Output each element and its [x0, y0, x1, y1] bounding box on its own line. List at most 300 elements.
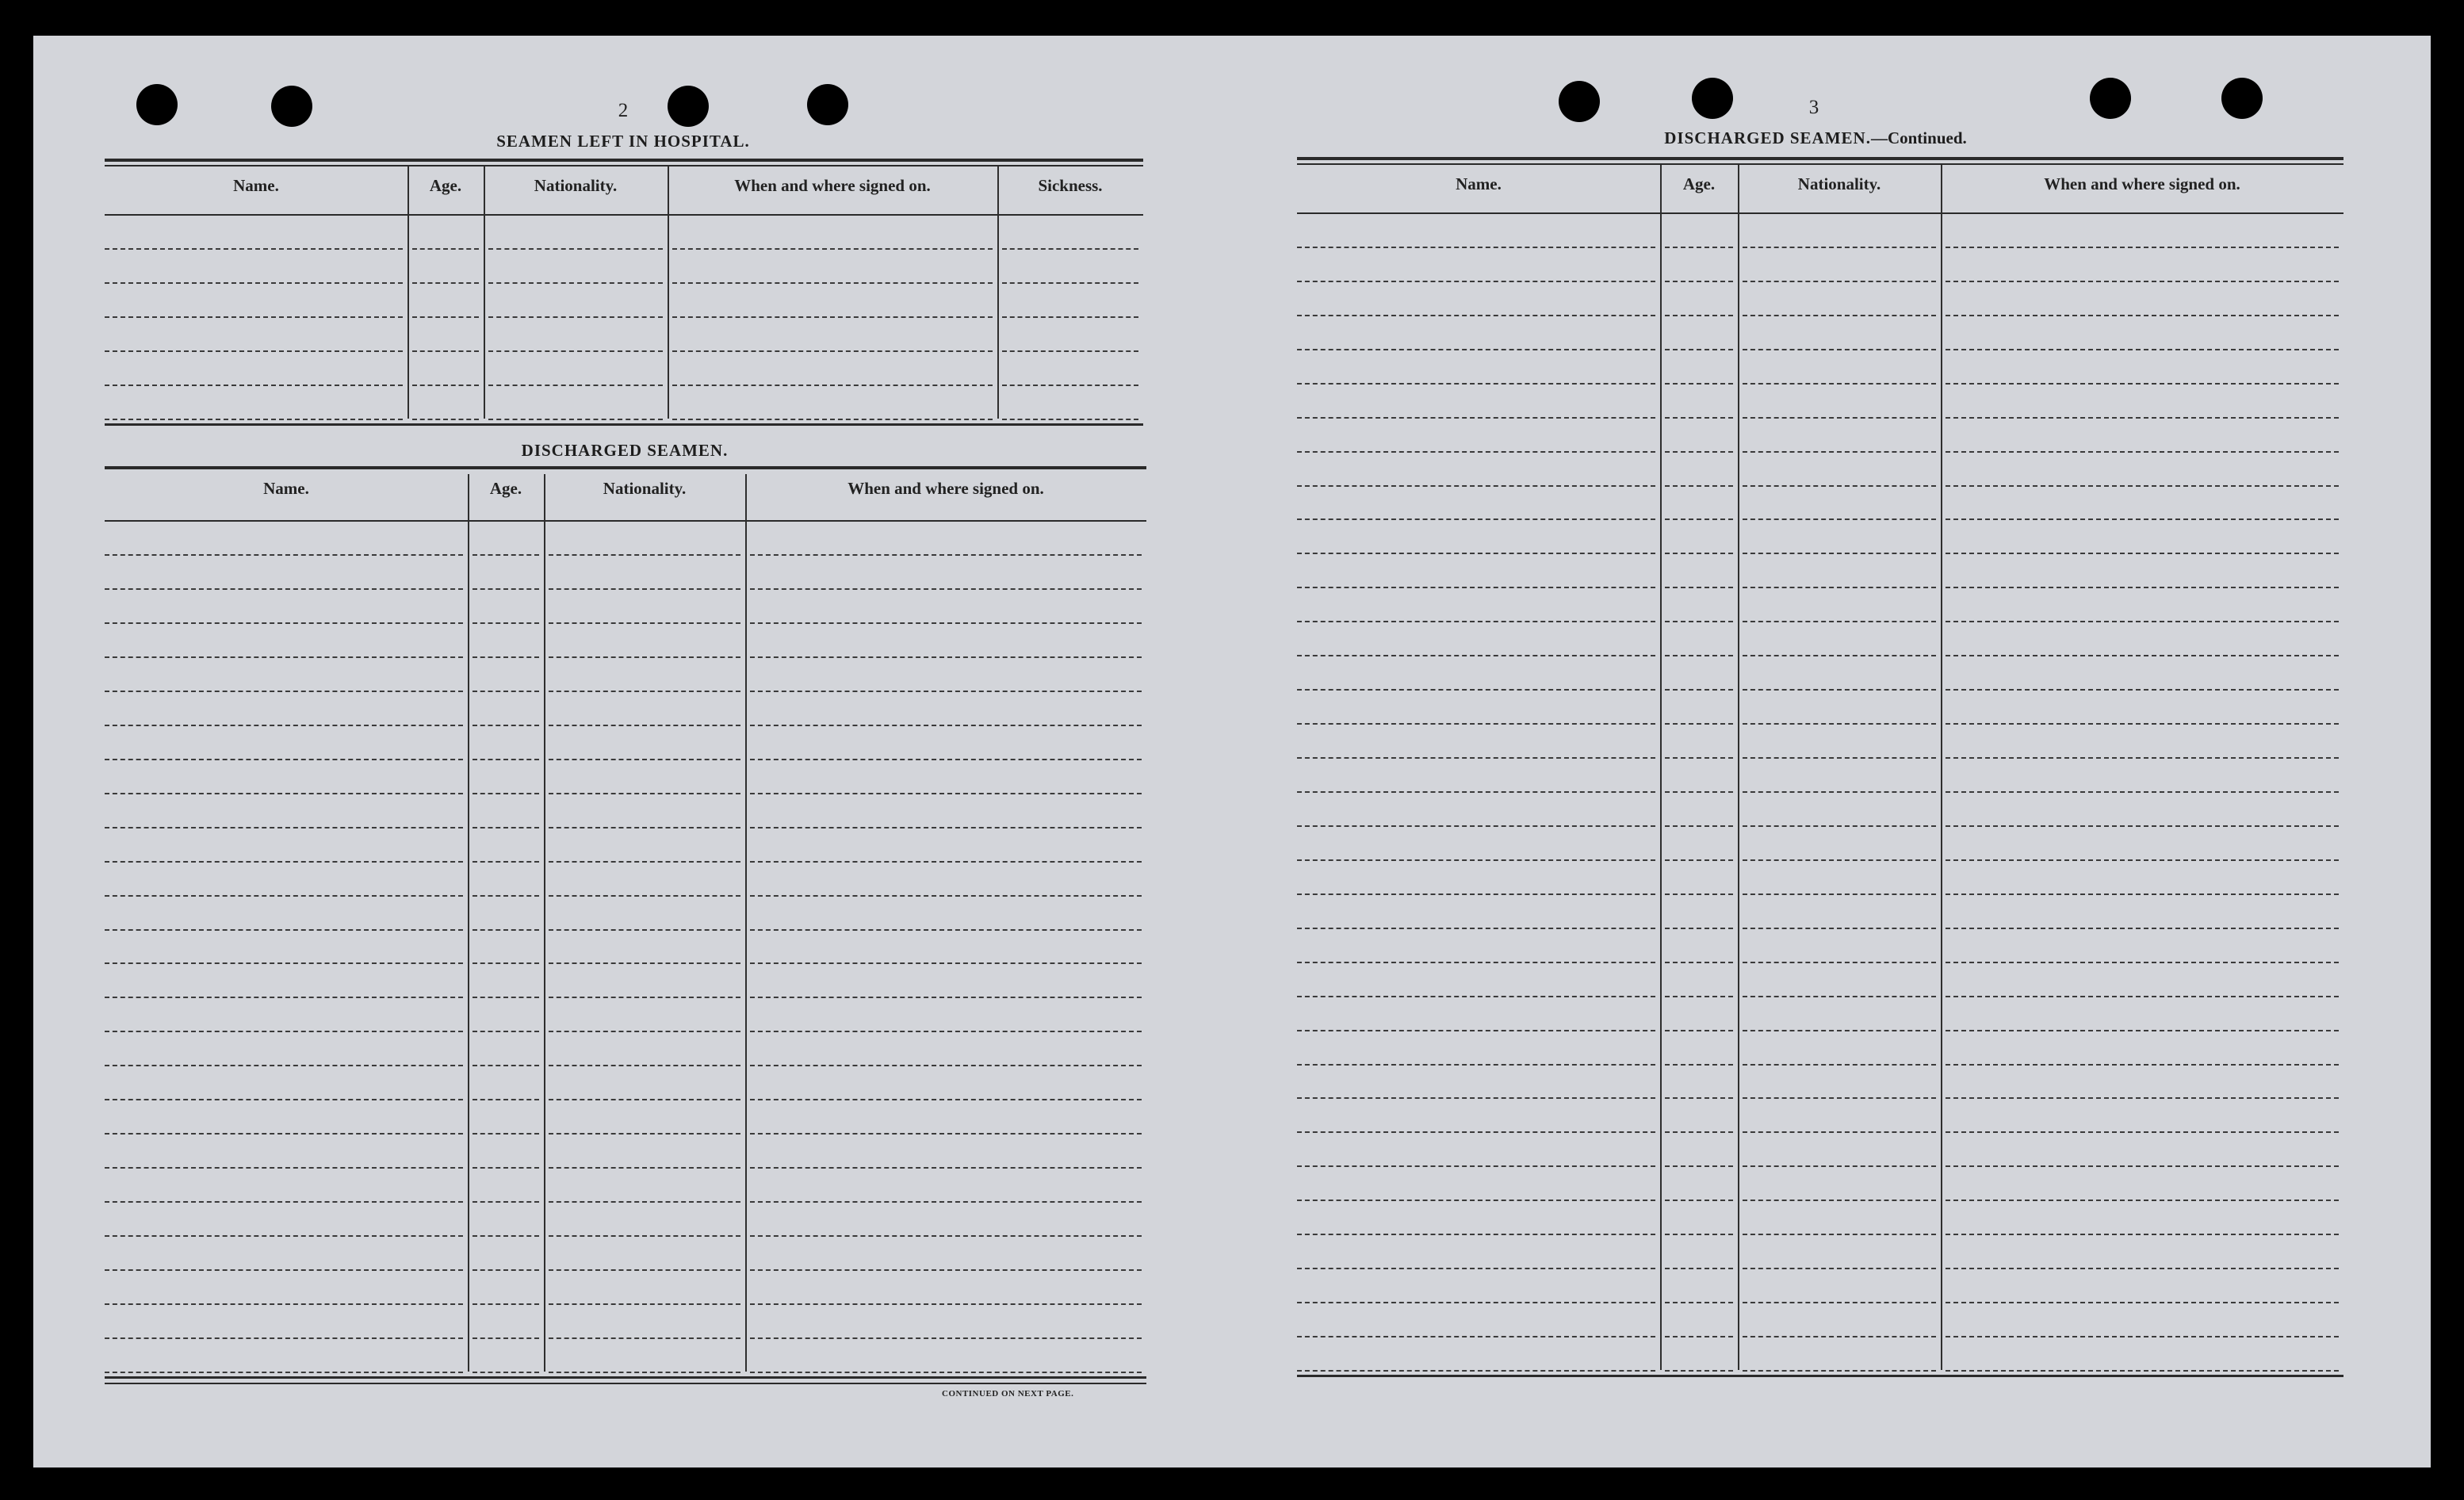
table-row-line: [1946, 1336, 2339, 1337]
column-divider: [997, 166, 999, 419]
table-header-rule: [1297, 212, 2343, 214]
table-row-line: [1743, 451, 1936, 453]
table-top-rule: [105, 159, 1143, 162]
table-row-line: [1665, 417, 1733, 419]
table-row-line: [473, 1337, 539, 1339]
table-row-line: [1002, 316, 1138, 318]
table-row-line: [488, 248, 663, 250]
table-row-line: [1946, 451, 2339, 453]
table-top-rule: [105, 466, 1146, 469]
table-row-line: [1743, 587, 1936, 588]
table-row-line: [549, 1337, 740, 1339]
table-row-line: [1946, 553, 2339, 554]
table-row-line: [750, 656, 1142, 658]
table-row-line: [105, 419, 403, 420]
page-number-right: 3: [1808, 97, 1819, 118]
table-row-line: [1665, 1097, 1733, 1099]
table-row-line: [750, 827, 1142, 828]
table-row-line: [1665, 1370, 1733, 1372]
table-row-line: [473, 997, 539, 998]
table-row-line: [1297, 962, 1655, 963]
continued-suffix: —Continued.: [1870, 128, 1967, 147]
column-header: Name.: [233, 176, 279, 195]
table-row-line: [1946, 757, 2339, 759]
table-row-line: [473, 1031, 539, 1032]
table-row-line: [105, 1303, 463, 1305]
table-row-line: [1743, 281, 1936, 282]
table-row-line: [1743, 996, 1936, 997]
column-header: Name.: [1456, 174, 1502, 193]
table-row-line: [105, 997, 463, 998]
table-top-rule-thin: [105, 165, 1143, 166]
table-top-rule: [1297, 157, 2343, 160]
table-row-line: [1946, 1064, 2339, 1066]
document-sheet: [33, 36, 2431, 1467]
column-header: When and where signed on.: [734, 176, 931, 195]
continued-note: CONTINUED ON NEXT PAGE.: [942, 1389, 1074, 1399]
hospital-section-title: SEAMEN LEFT IN HOSPITAL.: [496, 132, 750, 151]
table-top-rule-thin: [1297, 163, 2343, 165]
table-row-line: [1665, 1336, 1733, 1337]
table-row-line: [1297, 383, 1655, 385]
table-row-line: [473, 1303, 539, 1305]
table-row-line: [1743, 689, 1936, 691]
table-row-line: [1946, 1370, 2339, 1372]
column-header: Age.: [489, 479, 522, 498]
table-row-line: [1665, 1234, 1733, 1235]
discharged-section-title: DISCHARGED SEAMEN.: [521, 441, 729, 460]
table-row-line: [473, 1099, 539, 1100]
table-row-line: [1297, 1064, 1655, 1066]
table-row-line: [1743, 1200, 1936, 1201]
table-row-line: [105, 350, 403, 352]
table-row-line: [105, 793, 463, 794]
table-row-line: [750, 793, 1142, 794]
table-row-line: [1743, 1268, 1936, 1269]
table-row-line: [1002, 385, 1138, 386]
discharged-continued-title-main: DISCHARGED SEAMEN.: [1664, 128, 1871, 147]
table-row-line: [1743, 791, 1936, 793]
table-row-line: [1743, 1030, 1936, 1031]
table-row-line: [1665, 247, 1733, 248]
table-row-line: [473, 588, 539, 590]
table-row-line: [1946, 383, 2339, 385]
table-row-line: [549, 1133, 740, 1135]
table-row-line: [473, 725, 539, 726]
table-row-line: [412, 419, 479, 420]
table-row-line: [750, 1372, 1142, 1373]
table-row-line: [750, 1235, 1142, 1237]
table-row-line: [105, 725, 463, 726]
table-row-line: [1743, 247, 1936, 248]
table-row-line: [1665, 1200, 1733, 1201]
table-row-line: [1946, 485, 2339, 487]
table-row-line: [549, 1167, 740, 1169]
table-row-line: [549, 622, 740, 624]
table-row-line: [1665, 383, 1733, 385]
column-divider: [1941, 165, 1942, 1370]
punch-hole: [271, 86, 312, 127]
table-row-line: [1743, 1097, 1936, 1099]
table-row-line: [750, 554, 1142, 556]
table-row-line: [1946, 417, 2339, 419]
table-row-line: [473, 1133, 539, 1135]
table-row-line: [473, 1167, 539, 1169]
table-row-line: [1743, 553, 1936, 554]
table-row-line: [750, 1269, 1142, 1271]
table-row-line: [1665, 1064, 1733, 1066]
table-row-line: [549, 1235, 740, 1237]
column-header: Age.: [1682, 174, 1716, 193]
page-number-left: 2: [618, 100, 629, 121]
table-row-line: [105, 827, 463, 828]
table-row-line: [1297, 1165, 1655, 1167]
table-row-line: [473, 622, 539, 624]
column-header: Nationality.: [534, 176, 618, 195]
punch-hole: [807, 84, 848, 125]
table-row-line: [1297, 621, 1655, 622]
table-row-line: [1665, 655, 1733, 656]
table-bottom-rule-thin: [105, 1383, 1146, 1384]
table-row-line: [1665, 553, 1733, 554]
column-divider: [668, 166, 669, 419]
table-row-line: [1665, 893, 1733, 895]
column-divider: [407, 166, 409, 419]
table-row-line: [105, 656, 463, 658]
table-row-line: [1743, 417, 1936, 419]
table-row-line: [750, 1031, 1142, 1032]
table-row-line: [1297, 1200, 1655, 1201]
table-row-line: [1743, 621, 1936, 622]
table-row-line: [1297, 655, 1655, 656]
table-row-line: [1002, 282, 1138, 284]
table-row-line: [1297, 485, 1655, 487]
table-row-line: [1665, 518, 1733, 520]
table-row-line: [1297, 417, 1655, 419]
table-row-line: [750, 1065, 1142, 1066]
table-row-line: [1665, 757, 1733, 759]
table-row-line: [1665, 996, 1733, 997]
table-row-line: [750, 861, 1142, 863]
table-row-line: [1743, 757, 1936, 759]
table-row-line: [1665, 587, 1733, 588]
column-header: When and where signed on.: [847, 479, 1044, 498]
table-row-line: [750, 962, 1142, 964]
table-header-rule: [105, 520, 1146, 522]
table-row-line: [1297, 518, 1655, 520]
table-row-line: [1297, 1370, 1655, 1372]
column-header: Name.: [263, 479, 309, 498]
column-header: Nationality.: [603, 479, 687, 498]
table-row-line: [1665, 791, 1733, 793]
punch-hole: [136, 84, 178, 125]
table-row-line: [105, 759, 463, 760]
table-row-line: [750, 1167, 1142, 1169]
table-bottom-rule: [1297, 1375, 2343, 1377]
table-row-line: [105, 316, 403, 318]
table-row-line: [1946, 1268, 2339, 1269]
table-row-line: [105, 1167, 463, 1169]
column-divider: [745, 474, 747, 1372]
table-row-line: [1002, 248, 1138, 250]
table-row-line: [105, 1372, 463, 1373]
table-row-line: [1946, 996, 2339, 997]
table-row-line: [1946, 1097, 2339, 1099]
table-row-line: [1002, 419, 1138, 420]
table-row-line: [1743, 1165, 1936, 1167]
table-row-line: [105, 929, 463, 931]
table-row-line: [1946, 1131, 2339, 1133]
table-row-line: [473, 827, 539, 828]
table-row-line: [473, 1201, 539, 1203]
table-row-line: [1946, 689, 2339, 691]
table-row-line: [1946, 587, 2339, 588]
table-row-line: [473, 929, 539, 931]
table-row-line: [1946, 1030, 2339, 1031]
table-row-line: [1743, 928, 1936, 929]
column-divider: [1738, 165, 1739, 1370]
table-row-line: [672, 419, 993, 420]
table-row-line: [412, 350, 479, 352]
table-row-line: [105, 1065, 463, 1066]
table-row-line: [1665, 349, 1733, 350]
punch-hole: [668, 86, 709, 127]
table-row-line: [549, 725, 740, 726]
table-row-line: [1743, 825, 1936, 827]
table-row-line: [1743, 859, 1936, 861]
table-row-line: [1743, 518, 1936, 520]
table-row-line: [473, 1235, 539, 1237]
table-row-line: [672, 316, 993, 318]
table-row-line: [1297, 553, 1655, 554]
table-row-line: [1743, 1131, 1936, 1133]
table-row-line: [473, 895, 539, 897]
table-row-line: [672, 350, 993, 352]
table-row-line: [412, 316, 479, 318]
table-row-line: [412, 385, 479, 386]
table-row-line: [1946, 518, 2339, 520]
table-row-line: [1297, 1131, 1655, 1133]
table-row-line: [549, 861, 740, 863]
table-row-line: [672, 282, 993, 284]
table-row-line: [1743, 315, 1936, 316]
table-row-line: [1665, 1030, 1733, 1031]
table-row-line: [1743, 349, 1936, 350]
column-divider: [544, 474, 545, 1372]
table-row-line: [1297, 757, 1655, 759]
table-row-line: [549, 1303, 740, 1305]
table-row-line: [549, 895, 740, 897]
table-row-line: [549, 691, 740, 692]
table-row-line: [1946, 928, 2339, 929]
table-row-line: [1743, 893, 1936, 895]
table-row-line: [473, 759, 539, 760]
table-row-line: [105, 861, 463, 863]
table-row-line: [1297, 893, 1655, 895]
table-row-line: [1297, 451, 1655, 453]
punch-hole: [2090, 78, 2131, 119]
table-row-line: [750, 929, 1142, 931]
column-divider: [484, 166, 485, 419]
table-row-line: [549, 588, 740, 590]
table-row-line: [1297, 928, 1655, 929]
table-bottom-rule: [105, 1376, 1146, 1379]
table-row-line: [750, 1133, 1142, 1135]
table-row-line: [473, 962, 539, 964]
table-row-line: [105, 1235, 463, 1237]
table-row-line: [1297, 859, 1655, 861]
discharged-continued-title: [1664, 128, 1966, 148]
table-row-line: [549, 962, 740, 964]
table-row-line: [1946, 791, 2339, 793]
table-bottom-rule: [105, 423, 1143, 426]
table-row-line: [1665, 485, 1733, 487]
table-row-line: [1743, 1064, 1936, 1066]
table-row-line: [1297, 689, 1655, 691]
table-row-line: [105, 588, 463, 590]
table-row-line: [750, 1099, 1142, 1100]
table-row-line: [750, 997, 1142, 998]
table-row-line: [1297, 315, 1655, 316]
table-row-line: [473, 793, 539, 794]
table-row-line: [750, 1201, 1142, 1203]
table-row-line: [1946, 1165, 2339, 1167]
table-row-line: [1665, 1131, 1733, 1133]
table-row-line: [1665, 1165, 1733, 1167]
table-row-line: [1297, 723, 1655, 725]
table-row-line: [750, 588, 1142, 590]
table-row-line: [1665, 689, 1733, 691]
table-row-line: [549, 929, 740, 931]
table-row-line: [473, 656, 539, 658]
table-row-line: [549, 1065, 740, 1066]
table-row-line: [1946, 621, 2339, 622]
table-row-line: [105, 691, 463, 692]
table-row-line: [1946, 1302, 2339, 1303]
table-row-line: [488, 419, 663, 420]
table-row-line: [105, 895, 463, 897]
table-row-line: [105, 248, 403, 250]
table-row-line: [412, 282, 479, 284]
table-row-line: [1665, 1268, 1733, 1269]
table-row-line: [1665, 962, 1733, 963]
table-row-line: [1946, 247, 2339, 248]
table-row-line: [750, 759, 1142, 760]
table-row-line: [1743, 1336, 1936, 1337]
table-row-line: [1946, 655, 2339, 656]
table-row-line: [1297, 1030, 1655, 1031]
table-row-line: [105, 622, 463, 624]
table-row-line: [549, 1269, 740, 1271]
table-row-line: [549, 759, 740, 760]
table-row-line: [1297, 1234, 1655, 1235]
table-row-line: [549, 656, 740, 658]
table-row-line: [1743, 1302, 1936, 1303]
table-row-line: [1665, 723, 1733, 725]
table-row-line: [1946, 315, 2339, 316]
table-row-line: [549, 793, 740, 794]
table-row-line: [1743, 485, 1936, 487]
table-row-line: [1665, 1302, 1733, 1303]
table-row-line: [105, 1337, 463, 1339]
table-row-line: [1297, 1097, 1655, 1099]
table-row-line: [750, 1303, 1142, 1305]
table-row-line: [750, 691, 1142, 692]
table-row-line: [1297, 349, 1655, 350]
table-row-line: [1743, 1234, 1936, 1235]
table-row-line: [473, 1372, 539, 1373]
table-row-line: [1946, 349, 2339, 350]
punch-hole: [1692, 78, 1733, 119]
table-row-line: [1297, 587, 1655, 588]
table-row-line: [1297, 247, 1655, 248]
table-row-line: [1946, 962, 2339, 963]
table-row-line: [105, 1269, 463, 1271]
table-row-line: [488, 385, 663, 386]
table-row-line: [1297, 791, 1655, 793]
table-row-line: [473, 861, 539, 863]
table-row-line: [1665, 621, 1733, 622]
table-row-line: [105, 1133, 463, 1135]
table-row-line: [105, 1031, 463, 1032]
column-header: Nationality.: [1797, 174, 1881, 193]
table-row-line: [549, 554, 740, 556]
table-row-line: [672, 385, 993, 386]
table-row-line: [549, 827, 740, 828]
table-row-line: [750, 895, 1142, 897]
table-row-line: [105, 385, 403, 386]
table-row-line: [750, 1337, 1142, 1339]
table-row-line: [1743, 723, 1936, 725]
table-row-line: [1665, 451, 1733, 453]
column-divider: [468, 474, 469, 1372]
table-row-line: [105, 554, 463, 556]
table-row-line: [1946, 893, 2339, 895]
table-row-line: [1743, 383, 1936, 385]
table-row-line: [1297, 1302, 1655, 1303]
table-row-line: [1665, 825, 1733, 827]
table-row-line: [473, 554, 539, 556]
table-row-line: [1297, 1336, 1655, 1337]
table-row-line: [105, 1201, 463, 1203]
table-row-line: [549, 1372, 740, 1373]
table-row-line: [1946, 1200, 2339, 1201]
table-row-line: [1946, 281, 2339, 282]
table-row-line: [1665, 859, 1733, 861]
table-header-rule: [105, 214, 1143, 216]
column-header: Sickness.: [1038, 176, 1103, 195]
table-row-line: [549, 1031, 740, 1032]
table-row-line: [488, 350, 663, 352]
table-row-line: [1297, 1268, 1655, 1269]
table-row-line: [1665, 315, 1733, 316]
table-row-line: [1297, 825, 1655, 827]
table-row-line: [488, 282, 663, 284]
table-row-line: [750, 725, 1142, 726]
table-row-line: [1743, 655, 1936, 656]
table-row-line: [105, 962, 463, 964]
column-header: When and where signed on.: [2044, 174, 2240, 193]
table-row-line: [105, 282, 403, 284]
table-row-line: [105, 1099, 463, 1100]
table-row-line: [488, 316, 663, 318]
table-row-line: [1946, 723, 2339, 725]
table-row-line: [473, 1065, 539, 1066]
table-row-line: [672, 248, 993, 250]
table-row-line: [549, 997, 740, 998]
table-row-line: [473, 1269, 539, 1271]
column-header: Age.: [429, 176, 462, 195]
